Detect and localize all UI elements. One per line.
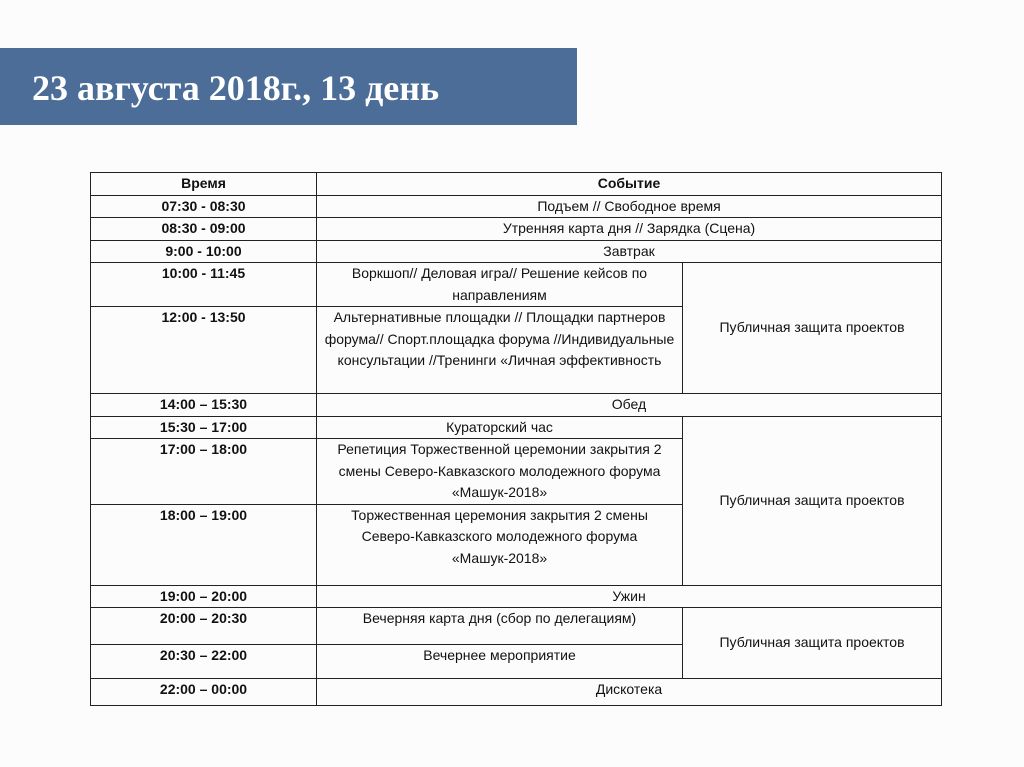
row-time: 20:00 – 20:30 bbox=[91, 608, 317, 645]
row-event: Воркшоп// Деловая игра// Решение кейсов по направлениям bbox=[317, 263, 683, 307]
row-time: 20:30 – 22:00 bbox=[91, 645, 317, 679]
row-event: Утренняя карта дня // Зарядка (Сцена) bbox=[317, 218, 942, 241]
side-note: Публичная защита проектов bbox=[683, 608, 942, 679]
row-event: Альтернативные площадки // Площадки партнеров форума// Спорт.площадка форума //Индивидуальные консультации //Тренинги «Личная эффективность bbox=[317, 307, 683, 394]
row-time: 07:30 - 08:30 bbox=[91, 195, 317, 218]
table-row bbox=[91, 195, 942, 218]
table-row bbox=[91, 416, 942, 439]
row-event: Репетиция Торжественной церемонии закрытия 2 смены Северо-Кавказского молодежного форума «Машук-2018» bbox=[317, 439, 683, 505]
table-row bbox=[91, 394, 942, 417]
row-time: 22:00 – 00:00 bbox=[91, 679, 317, 706]
row-event: Обед bbox=[317, 394, 942, 417]
table-row bbox=[91, 608, 942, 645]
page-title: 23 августа 2018г., 13 день bbox=[32, 68, 440, 108]
table-row bbox=[91, 679, 942, 706]
row-time: 14:00 – 15:30 bbox=[91, 394, 317, 417]
table-row bbox=[91, 240, 942, 263]
row-time: 9:00 - 10:00 bbox=[91, 240, 317, 263]
row-event: Кураторский час bbox=[317, 416, 683, 439]
row-time: 15:30 – 17:00 bbox=[91, 416, 317, 439]
schedule-table bbox=[90, 172, 942, 706]
header-event: Событие bbox=[317, 173, 942, 196]
table-header-row bbox=[91, 173, 942, 196]
row-time: 19:00 – 20:00 bbox=[91, 585, 317, 608]
row-event: Торжественная церемония закрытия 2 смены Северо-Кавказского молодежного форума «Машук-2018» bbox=[317, 504, 683, 585]
row-event: Ужин bbox=[317, 585, 942, 608]
row-event: Завтрак bbox=[317, 240, 942, 263]
row-time: 17:00 – 18:00 bbox=[91, 439, 317, 505]
row-event: Дискотека bbox=[317, 679, 942, 706]
row-event: Вечерняя карта дня (сбор по делегациям) bbox=[317, 608, 683, 645]
table-row bbox=[91, 218, 942, 241]
row-time: 12:00 - 13:50 bbox=[91, 307, 317, 394]
header-time: Время bbox=[91, 173, 317, 196]
row-event: Подъем // Свободное время bbox=[317, 195, 942, 218]
row-time: 18:00 – 19:00 bbox=[91, 504, 317, 585]
row-time: 08:30 - 09:00 bbox=[91, 218, 317, 241]
row-time: 10:00 - 11:45 bbox=[91, 263, 317, 307]
row-event: Вечернее мероприятие bbox=[317, 645, 683, 679]
side-note: Публичная защита проектов bbox=[683, 416, 942, 585]
side-note: Публичная защита проектов bbox=[683, 263, 942, 394]
table-row bbox=[91, 263, 942, 307]
table-row bbox=[91, 585, 942, 608]
